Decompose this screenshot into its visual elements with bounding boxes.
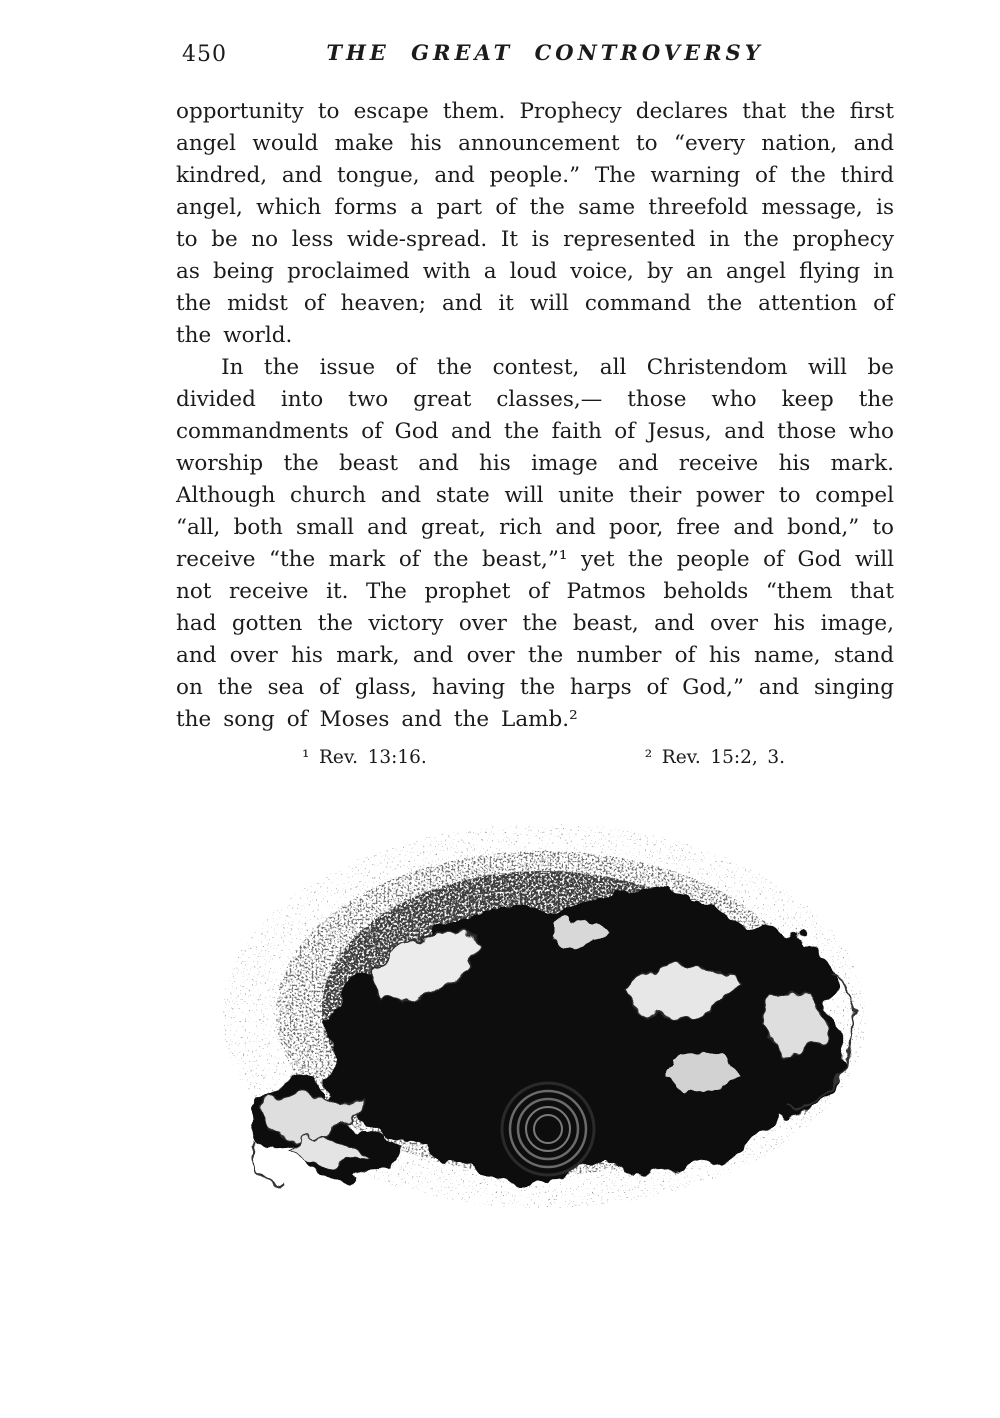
paragraph-1: opportunity to escape them. Prophecy declares that the first angel would make his announcement to “every nation, and kindred, and tongue, and people.” The warning of the third angel, which forms a part of the same threefold message, is to be no less wide-spread. It is represented in the prophecy as being proclaimed with a loud voice, by an angel flying in the midst of heaven; and it will command the attention of the world. [176, 99, 894, 348]
footnotes [176, 746, 894, 770]
page-number: 450 [182, 42, 227, 67]
body-text [176, 96, 894, 736]
running-header [176, 40, 894, 70]
page-content [176, 40, 894, 1226]
footnote-1: ¹ Rev. 13:16. [302, 747, 427, 768]
tailpiece-ornament-image [196, 816, 876, 1226]
paragraph-2: In the issue of the contest, all Christendom will be divided into two great classes,— those who keep the commandments of God and the faith of Jesus, and those who worship the beast and his image and receive his mark. Although church and state will unite their power to compel “all, both small and great, rich and poor, free and bond,” to receive “the mark of the beast,”¹ yet the people of God will not receive it. The prophet of Patmos beholds “them that had gotten the victory over the beast, and over his image, and over his mark, and over the number of his name, stand on the sea of glass, having the harps of God,” and singing the song of Moses and the Lamb.² [176, 355, 894, 732]
footnote-2: ² Rev. 15:2, 3. [644, 747, 786, 768]
engraved-ribbon-tailpiece-graphic [196, 816, 876, 1226]
running-title: THE GREAT CONTROVERSY [326, 40, 764, 65]
